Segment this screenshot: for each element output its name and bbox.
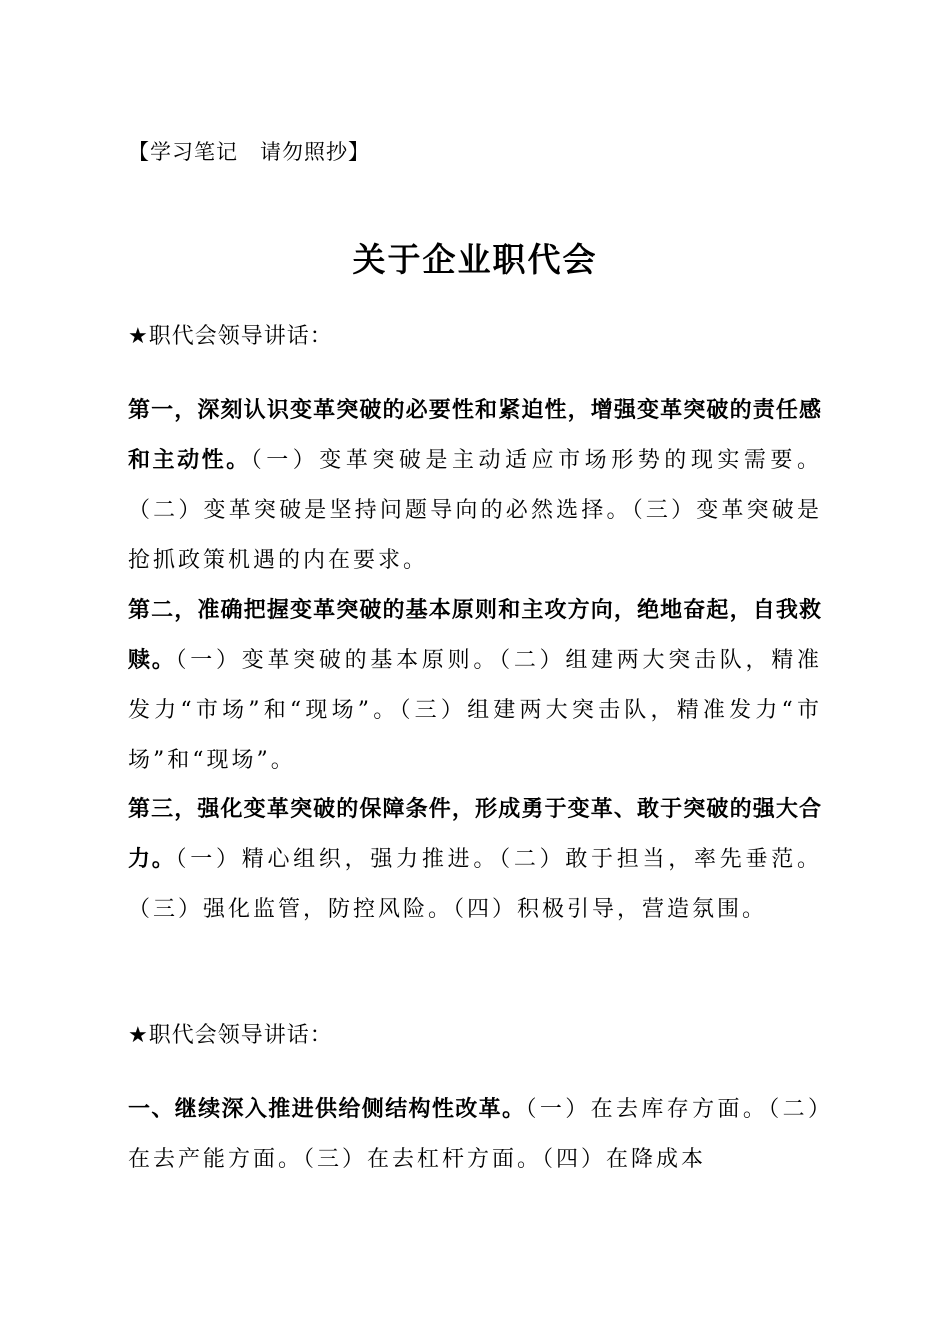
section-heading-1: ★职代会领导讲话：: [128, 324, 333, 349]
paragraph-second: [128, 586, 822, 786]
paragraph-supply-side-reform-body: （一）在去库存方面。（二）在去产能方面。（三）在去杠杆方面。（四）在降成本: [128, 1097, 822, 1172]
document-title: 关于企业职代会: [352, 240, 598, 279]
paragraph-supply-side-reform: [128, 1085, 822, 1185]
paragraph-second-body: （一）变革突破的基本原则。（二）组建两大突击队，精准发力“市场”和“现场”。（三）组建两大突击队，精准发力“市场”和“现场”。: [128, 648, 822, 773]
section-heading-2: ★职代会领导讲话：: [128, 1023, 333, 1048]
paragraph-first-body: （一）变革突破是主动适应市场形势的现实需要。（二）变革突破是坚持问题导向的必然选择。（三）变革突破是抢抓政策机遇的内在要求。: [128, 448, 822, 573]
paragraph-third-body: （一）精心组织，强力推进。（二）敢于担当，率先垂范。（三）强化监管，防控风险。（四）积极引导，营造氛围。: [128, 847, 822, 922]
paragraph-first: [128, 386, 822, 586]
paragraph-supply-side-reform-lead: 一、继续深入推进供给侧结构性改革。: [128, 1097, 526, 1122]
study-note-label: 【学习笔记 请勿照抄】: [128, 140, 370, 164]
paragraph-second-lead: 第二，准确把握变革突破的基本原则和主攻方向，绝地奋起，自我救赎。: [128, 598, 822, 673]
paragraph-third-lead: 第三，强化变革突破的保障条件，形成勇于变革、敢于突破的强大合力。: [128, 797, 822, 872]
paragraph-third: [128, 785, 822, 935]
paragraph-first-lead: 第一，深刻认识变革突破的必要性和紧迫性，增强变革突破的责任感和主动性。: [128, 398, 822, 473]
